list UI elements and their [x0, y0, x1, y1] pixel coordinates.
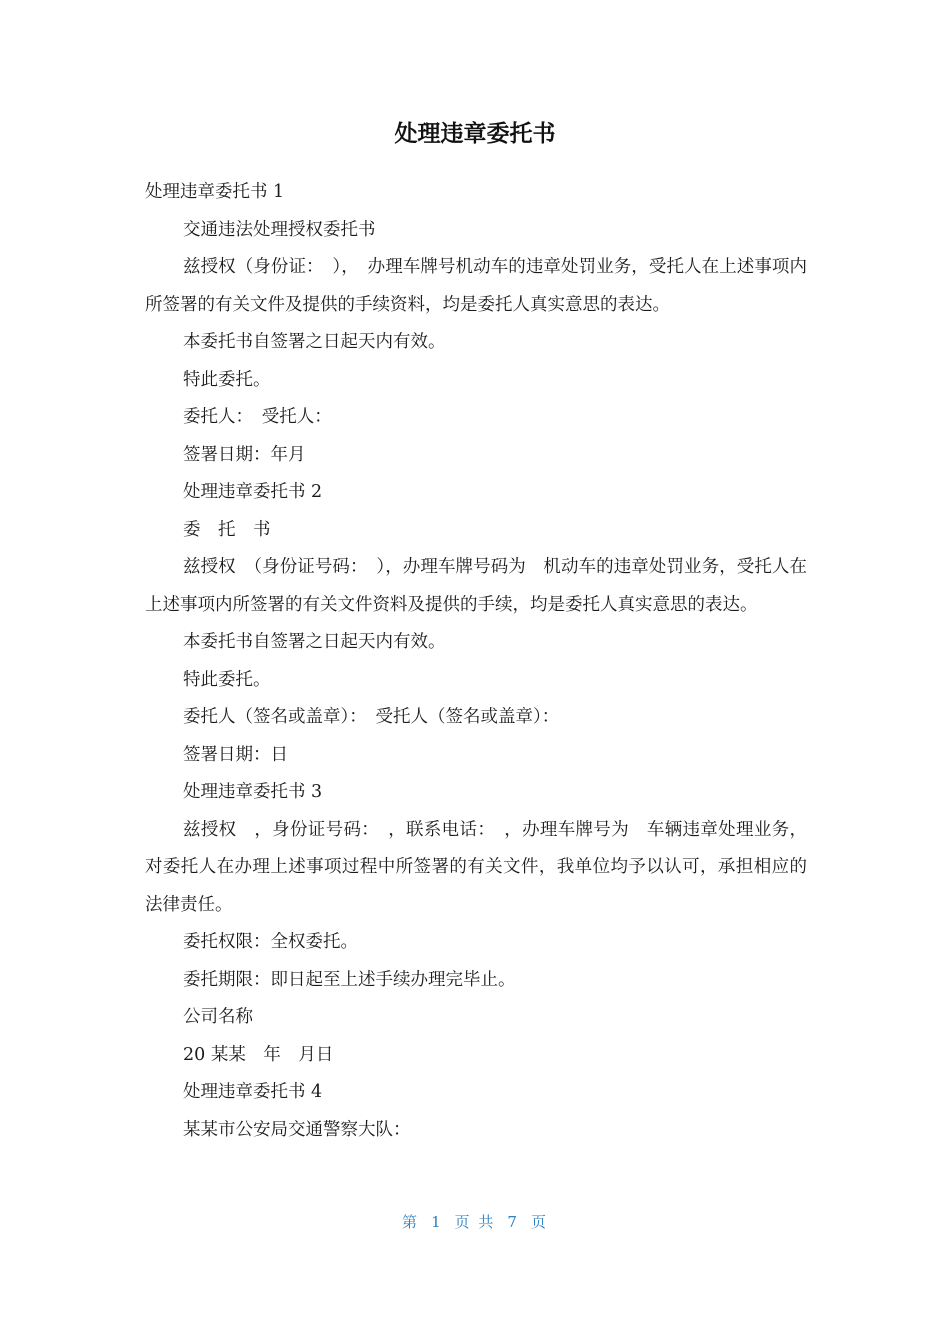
paragraph: 公司名称 [183, 1007, 253, 1027]
paragraph: 20 某某 年 月日 [183, 1044, 334, 1065]
paragraph: 签署日期：年月 [183, 444, 306, 465]
page-label-prefix: 第 [402, 1213, 420, 1231]
paragraph: 委托人： 受托人： [183, 407, 332, 427]
section-heading-4: 处理违章委托书 4 [183, 1082, 323, 1102]
document-body [145, 174, 807, 1149]
paragraph: 委托权限：全权委托。 [183, 932, 358, 952]
paragraph: 签署日期：日 [183, 744, 288, 765]
section-heading-2: 处理违章委托书 2 [183, 482, 323, 502]
section-heading-3: 处理违章委托书 3 [183, 782, 323, 802]
paragraph: 兹授权 ，身份证号码： ，联系电话： ，办理车牌号为 车辆违章处理业务，对委托人在办理上述事项过程中所签署的有关文件，我单位均予以认可，承担相应的法律责任。 [145, 819, 807, 915]
paragraph: 委 托 书 [183, 519, 271, 540]
paragraph: 委托人（签名或盖章）： 受托人（签名或盖章）： [183, 707, 560, 727]
document-title: 处理违章委托书 [394, 121, 556, 147]
paragraph: 兹授权（身份证： ）， 办理车牌号机动车的违章处罚业务，受托人在上述事项内所签署的有关文件及提供的手续资料，均是委托人真实意思的表达。 [145, 257, 807, 315]
page-label-mid: 页 共 [454, 1213, 496, 1231]
paragraph: 交通违法处理授权委托书 [183, 219, 376, 240]
total-pages-number: 7 [507, 1213, 519, 1231]
paragraph: 本委托书自签署之日起天内有效。 [183, 332, 446, 352]
paragraph: 委托期限：即日起至上述手续办理完毕止。 [183, 969, 516, 990]
paragraph: 本委托书自签署之日起天内有效。 [183, 632, 446, 652]
paragraph: 某某市公安局交通警察大队： [183, 1119, 411, 1140]
paragraph: 兹授权 （身份证号码： ），办理车牌号码为 机动车的违章处罚业务，受托人在上述事项内所签署的有关文件资料及提供的手续，均是委托人真实意思的表达。 [145, 557, 807, 615]
page-label-suffix: 页 [530, 1213, 548, 1231]
paragraph: 特此委托。 [183, 669, 271, 690]
current-page-number: 1 [431, 1213, 443, 1231]
section-heading-1: 处理违章委托书 1 [145, 182, 285, 202]
paragraph: 特此委托。 [183, 369, 271, 390]
page-footer [0, 1210, 950, 1234]
